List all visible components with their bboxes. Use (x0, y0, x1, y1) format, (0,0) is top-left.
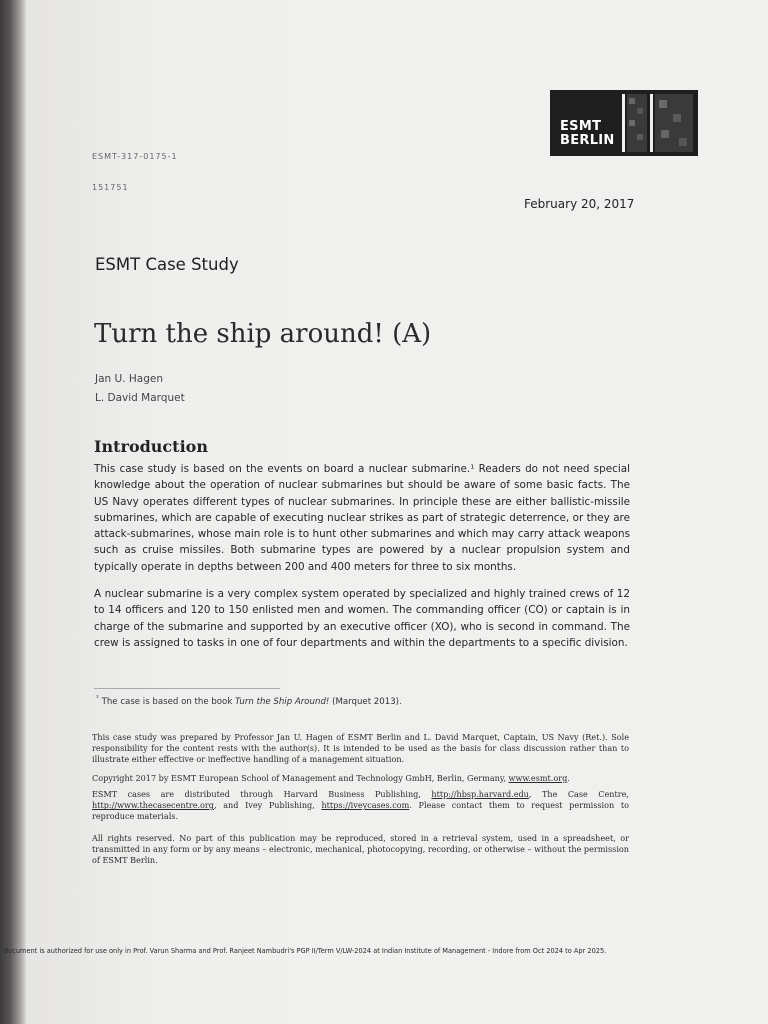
footnote-rule (94, 688, 280, 689)
footnote-citation: (Marquet 2013). (329, 696, 402, 707)
case-code: ESMT-317-0175-1 (92, 152, 178, 161)
document-page (4, 0, 768, 1024)
book-spine-shadow (0, 0, 26, 1024)
esmt-website-link[interactable]: www.esmt.org (508, 773, 568, 783)
ivey-link[interactable]: https://iveycases.com (321, 800, 410, 811)
authorization-notice: document is authorized for use only in Prof. Varun Sharma and Prof. Ranjeet Nambudri's PGP II/Term V/LW-2024 at Indian Institute of Management - Indore from Oct 2024 to Apr 2025. (4, 947, 607, 955)
footnote-text: The case is based on the book (98, 696, 236, 707)
copyright-note (92, 773, 629, 784)
case-title: Turn the ship around! (A) (94, 319, 432, 349)
hbsp-link[interactable]: http://hbsp.harvard.edu (431, 789, 529, 799)
section-heading: Introduction (94, 437, 208, 456)
logo-pattern-icon (627, 94, 693, 152)
body-paragraph: A nuclear submarine is a very complex system operated by specialized and highly trained crews of 12 to 14 officers and 120 to 150 enlisted men and women. The commanding officer (CO) or captain is in charge of the submarine and supported by an executive officer (XO), who is second in command. The crew is assigned to tasks in one of four departments and within the departments to a specific division. (94, 588, 630, 649)
distribution-text: , The Case Centre, (528, 789, 629, 799)
case-number: 151751 (92, 183, 129, 192)
distribution-text: , and Ivey Publishing, (213, 800, 322, 811)
esmt-berlin-logo (550, 90, 698, 156)
preparation-note: This case study was prepared by Professor Jan U. Hagen of ESMT Berlin and L. David Marquet, Captain, US Navy (Ret.). Sole responsibility for the content rests with the author(s). It is intended to be used as the basis for class discussion rather than to illustrate either effective or ineffective handling of a management situation. (92, 732, 629, 765)
footnote-marker: ¹ (96, 693, 99, 702)
distribution-note (92, 789, 629, 823)
distribution-text: ESMT cases are distributed through Harvard Business Publishing, (92, 789, 432, 799)
footnote (96, 693, 402, 707)
case-date: February 20, 2017 (524, 197, 635, 211)
logo-line-2: BERLIN (560, 133, 615, 148)
author-name: Jan U. Hagen (95, 373, 163, 385)
case-centre-link[interactable]: http://www.thecasecentre.org (92, 800, 214, 811)
rights-note: All rights reserved. No part of this publication may be reproduced, stored in a retrieval system, used in a spreadsheet, or transmitted in any form or by any means – electronic, mechanical, photocopying, recording, or otherwise – without the permission of ESMT Berlin. (92, 833, 629, 866)
author-name: L. David Marquet (95, 392, 185, 404)
distribution-text: . Please contact them to request permission to reproduce materials. (92, 800, 630, 822)
logo-line-1: ESMT (560, 119, 602, 134)
series-heading: ESMT Case Study (95, 255, 239, 274)
body-paragraph: This case study is based on the events on board a nuclear submarine.¹ Readers do not need special knowledge about the operation of nuclear submarines but should be aware of some basic facts. The US Navy operates different types of nuclear submarines. In principle these are either ballistic-missile submarines, which are capable of executing nuclear strikes as part of strategic deterrence, or they are attack-submarines, whose main role is to hunt other submarines and which may carry attack weapons such as cruise missiles. Both submarine types are powered by a nuclear propulsion system and typically operate in depths between 200 and 400 meters for three to six months. (94, 463, 630, 573)
footnote-book-title: Turn the Ship Around! (235, 696, 330, 707)
copyright-text: Copyright 2017 by ESMT European School of Management and Technology GmbH, Berlin, Germany, (92, 773, 509, 783)
copyright-end: . (567, 773, 570, 783)
